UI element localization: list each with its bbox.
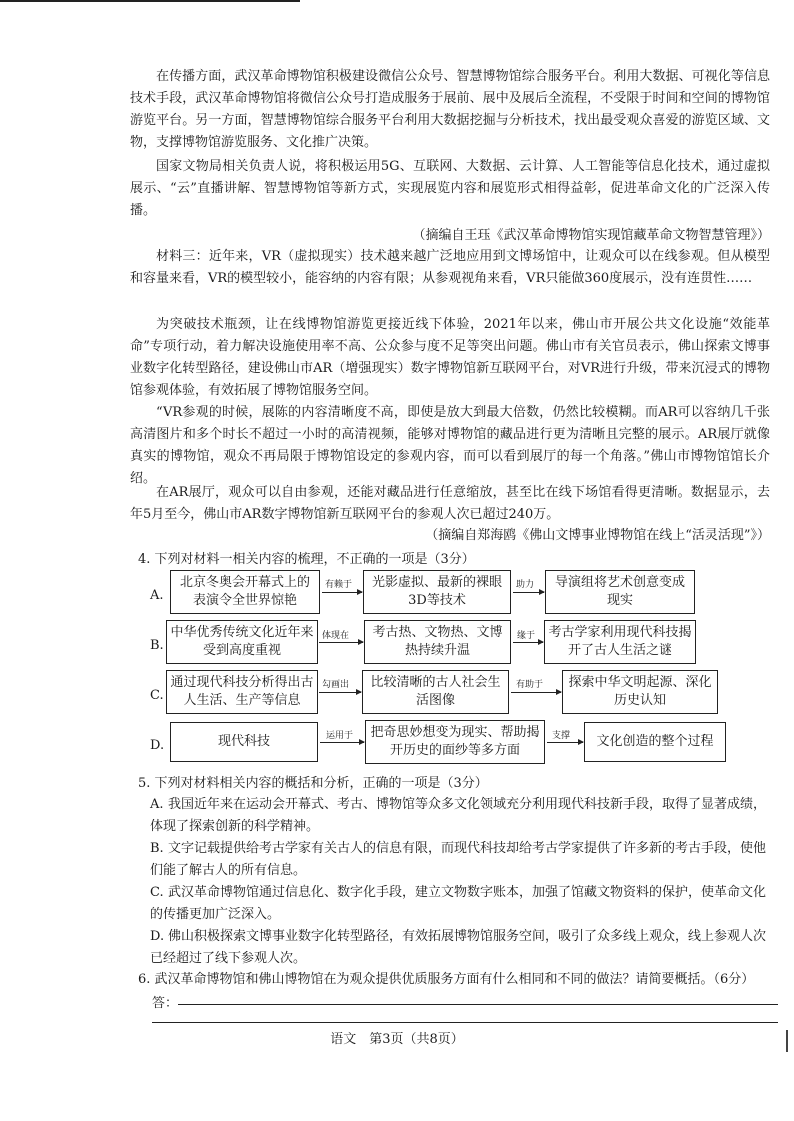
option-b-box-1: 中华优秀传统文化近年来受到高度重视 [166,620,318,664]
option-text: 武汉革命博物馆通过信息化、数字化手段，建立文物数字账本，加强了馆藏文物资料的保护，使革命文化的传播更加广泛深入。 [150,885,767,922]
option-b-connector-1: 体现在 [322,631,350,641]
option-c-connector-2: 有助于 [516,680,544,690]
arrow-icon [322,592,362,593]
answer-label: 答： [152,996,179,1011]
paragraph-5: “VR参观的时候，展陈的内容清晰度不高，即使是放大到最大倍数，仍然比较模糊。而AR可以容纳几千张高清图片和多个时长不超过一小时的高清视频，能够对博物馆的藏品进行更为清晰且完整的展示。AR展厅就像真实的博物馆，观众不再局限于博物馆设定的参观内容，而可以看到展厅的每一个角落。”佛山市博物馆馆长介绍。 [130,405,770,486]
option-d-connector-1: 运用于 [326,731,354,741]
option-a-box-2: 光影虚拟、最新的裸眼3D等技术 [363,570,511,614]
option-b [150,838,778,882]
paragraph-4: 为突破技术瓶颈，让在线博物馆游览更接近线下体验，2021年以来，佛山市开展公共文化设施“效能革命”专项行动，着力解决设施使用率不高、公众参与度不足等突出问题。佛山市有关官员表示，佛山探索文博事业数字化转型路径，建设佛山市AR（增强现实）数字博物馆新互联网平台，对VR进行升级，带来沉浸式的博物馆参观体验，有效拓展了博物馆服务空间。 [130,317,770,398]
option-text: 文字记载提供给考古学家有关古人的信息有限，而现代科技却给考古学家提供了许多新的考古手段，使他们能了解古人的所有信息。 [150,841,767,878]
option-a-connector-1: 有赖于 [325,580,353,590]
arrow-icon [547,742,583,743]
option-label: D. [150,929,165,944]
option-a-box-1: 北京冬奥会开幕式上的表演令全世界惊艳 [170,570,320,614]
option-b-connector-2: 缘于 [517,631,536,641]
option-c-label: C. [150,688,164,703]
option-label: A. [150,797,164,812]
option-c-box-3: 探索中华文明起源、深化历史认知 [562,670,718,714]
arrow-icon [319,642,363,643]
arrow-icon [511,692,561,693]
option-c-connector-1: 勾画出 [322,680,350,690]
paragraph-1: 在传播方面，武汉革命博物馆积极建设微信公众号、智慧博物馆综合服务平台。利用大数据、可视化等信息技术手段，武汉革命博物馆将微信公众号打造成服务于展前、展中及展后全流程，不受限于时间和空间的博物馆游览平台。另一方面，智慧博物馆综合服务平台利用大数据挖掘与分析技术，找出最受观众喜爱的游览区域、文物，支撑博物馆游览服务、文化推广决策。 [130,69,770,150]
option-d-box-2: 把奇思妙想变为现实、帮助揭开历史的面纱等多方面 [365,720,545,764]
option-a-label: A. [150,588,164,603]
arrow-icon [320,742,364,743]
option-d-label: D. [150,738,165,753]
option-c-box-2: 比较清晰的古人社会生活图像 [362,670,509,714]
option-c-box-1: 通过现代科技分析得出古人生活、生产等信息 [166,670,318,714]
option-d-box-3: 文化创造的整个过程 [584,722,726,762]
arrow-icon [319,692,361,693]
option-c [150,882,778,926]
option-b-label: B. [150,638,164,653]
source-citation-2: （摘编自郑海鸥《佛山文博事业博物馆在线上“活灵活现”》） [425,528,770,543]
arrow-icon [513,642,543,643]
source-citation-1: （摘编自王珏《武汉革命博物馆实现馆藏革命文物智慧管理》） [412,228,770,243]
paragraph-material-3: 材料三：近年来，VR（虚拟现实）技术越来越广泛地应用到文博场馆中，让观众可以在线参观。但从模型和容量来看，VR的模型较小，能容纳的内容有限；从参观视角来看，VR只能做360度展示，没有连贯性…… [130,249,770,286]
paragraph-6: 在AR展厅，观众可以自由参观，还能对藏品进行任意缩放，甚至比在线下场馆看得更清晰。数据显示，去年5月至今，佛山市AR数字博物馆新互联网平台的参观人次已超过240万。 [130,485,770,522]
option-b-box-3: 考古学家利用现代科技揭开了古人生活之谜 [544,620,696,664]
option-b-box-2: 考古热、文物热、文博热持续升温 [364,620,511,664]
option-a-connector-2: 助力 [516,580,535,590]
paragraph-2: 国家文物局相关负责人说，将积极运用5G、互联网、大数据、云计算、人工智能等信息化技术，通过虚拟展示、“云”直播讲解、智慧博物馆等新方式，实现展览内容和展览形式相得益彰，促进革命文化的广泛深入传播。 [130,159,770,218]
option-label: C. [150,885,164,900]
option-text: 佛山积极探索文博事业数字化转型路径，有效拓展博物馆服务空间，吸引了众多线上观众，线上参观人次已经超过了线下参观人次。 [150,929,767,966]
option-d-box-1: 现代科技 [170,722,318,762]
option-d [150,926,778,970]
arrow-icon [513,592,544,593]
option-label: B. [150,841,164,856]
option-text: 我国近年来在运动会开幕式、考古、博物馆等众多文化领域充分利用现代科技新手段，取得了显著成绩，体现了探索创新的科学精神。 [150,797,767,834]
page-edge-mark [786,1030,788,1052]
option-a [150,794,778,838]
option-d-connector-2: 支撑 [552,731,571,741]
page-footer: 语文 第3页（共8页） [330,1032,464,1047]
question-5-stem: 5. 下列对材料相关内容的概括和分析，正确的一项是（3分） [138,776,488,791]
answer-line[interactable] [178,1004,778,1005]
option-a-box-3: 导演组将艺术创意变成现实 [545,570,695,614]
question-6-stem: 6. 武汉革命博物馆和佛山博物馆在为观众提供优质服务方面有什么相同和不同的做法？请简要概括。（6分） [138,972,755,987]
top-rule [0,0,300,2]
answer-line[interactable] [152,1022,778,1023]
question-4-stem: 4. 下列对材料一相关内容的梳理，不正确的一项是（3分） [138,552,475,567]
